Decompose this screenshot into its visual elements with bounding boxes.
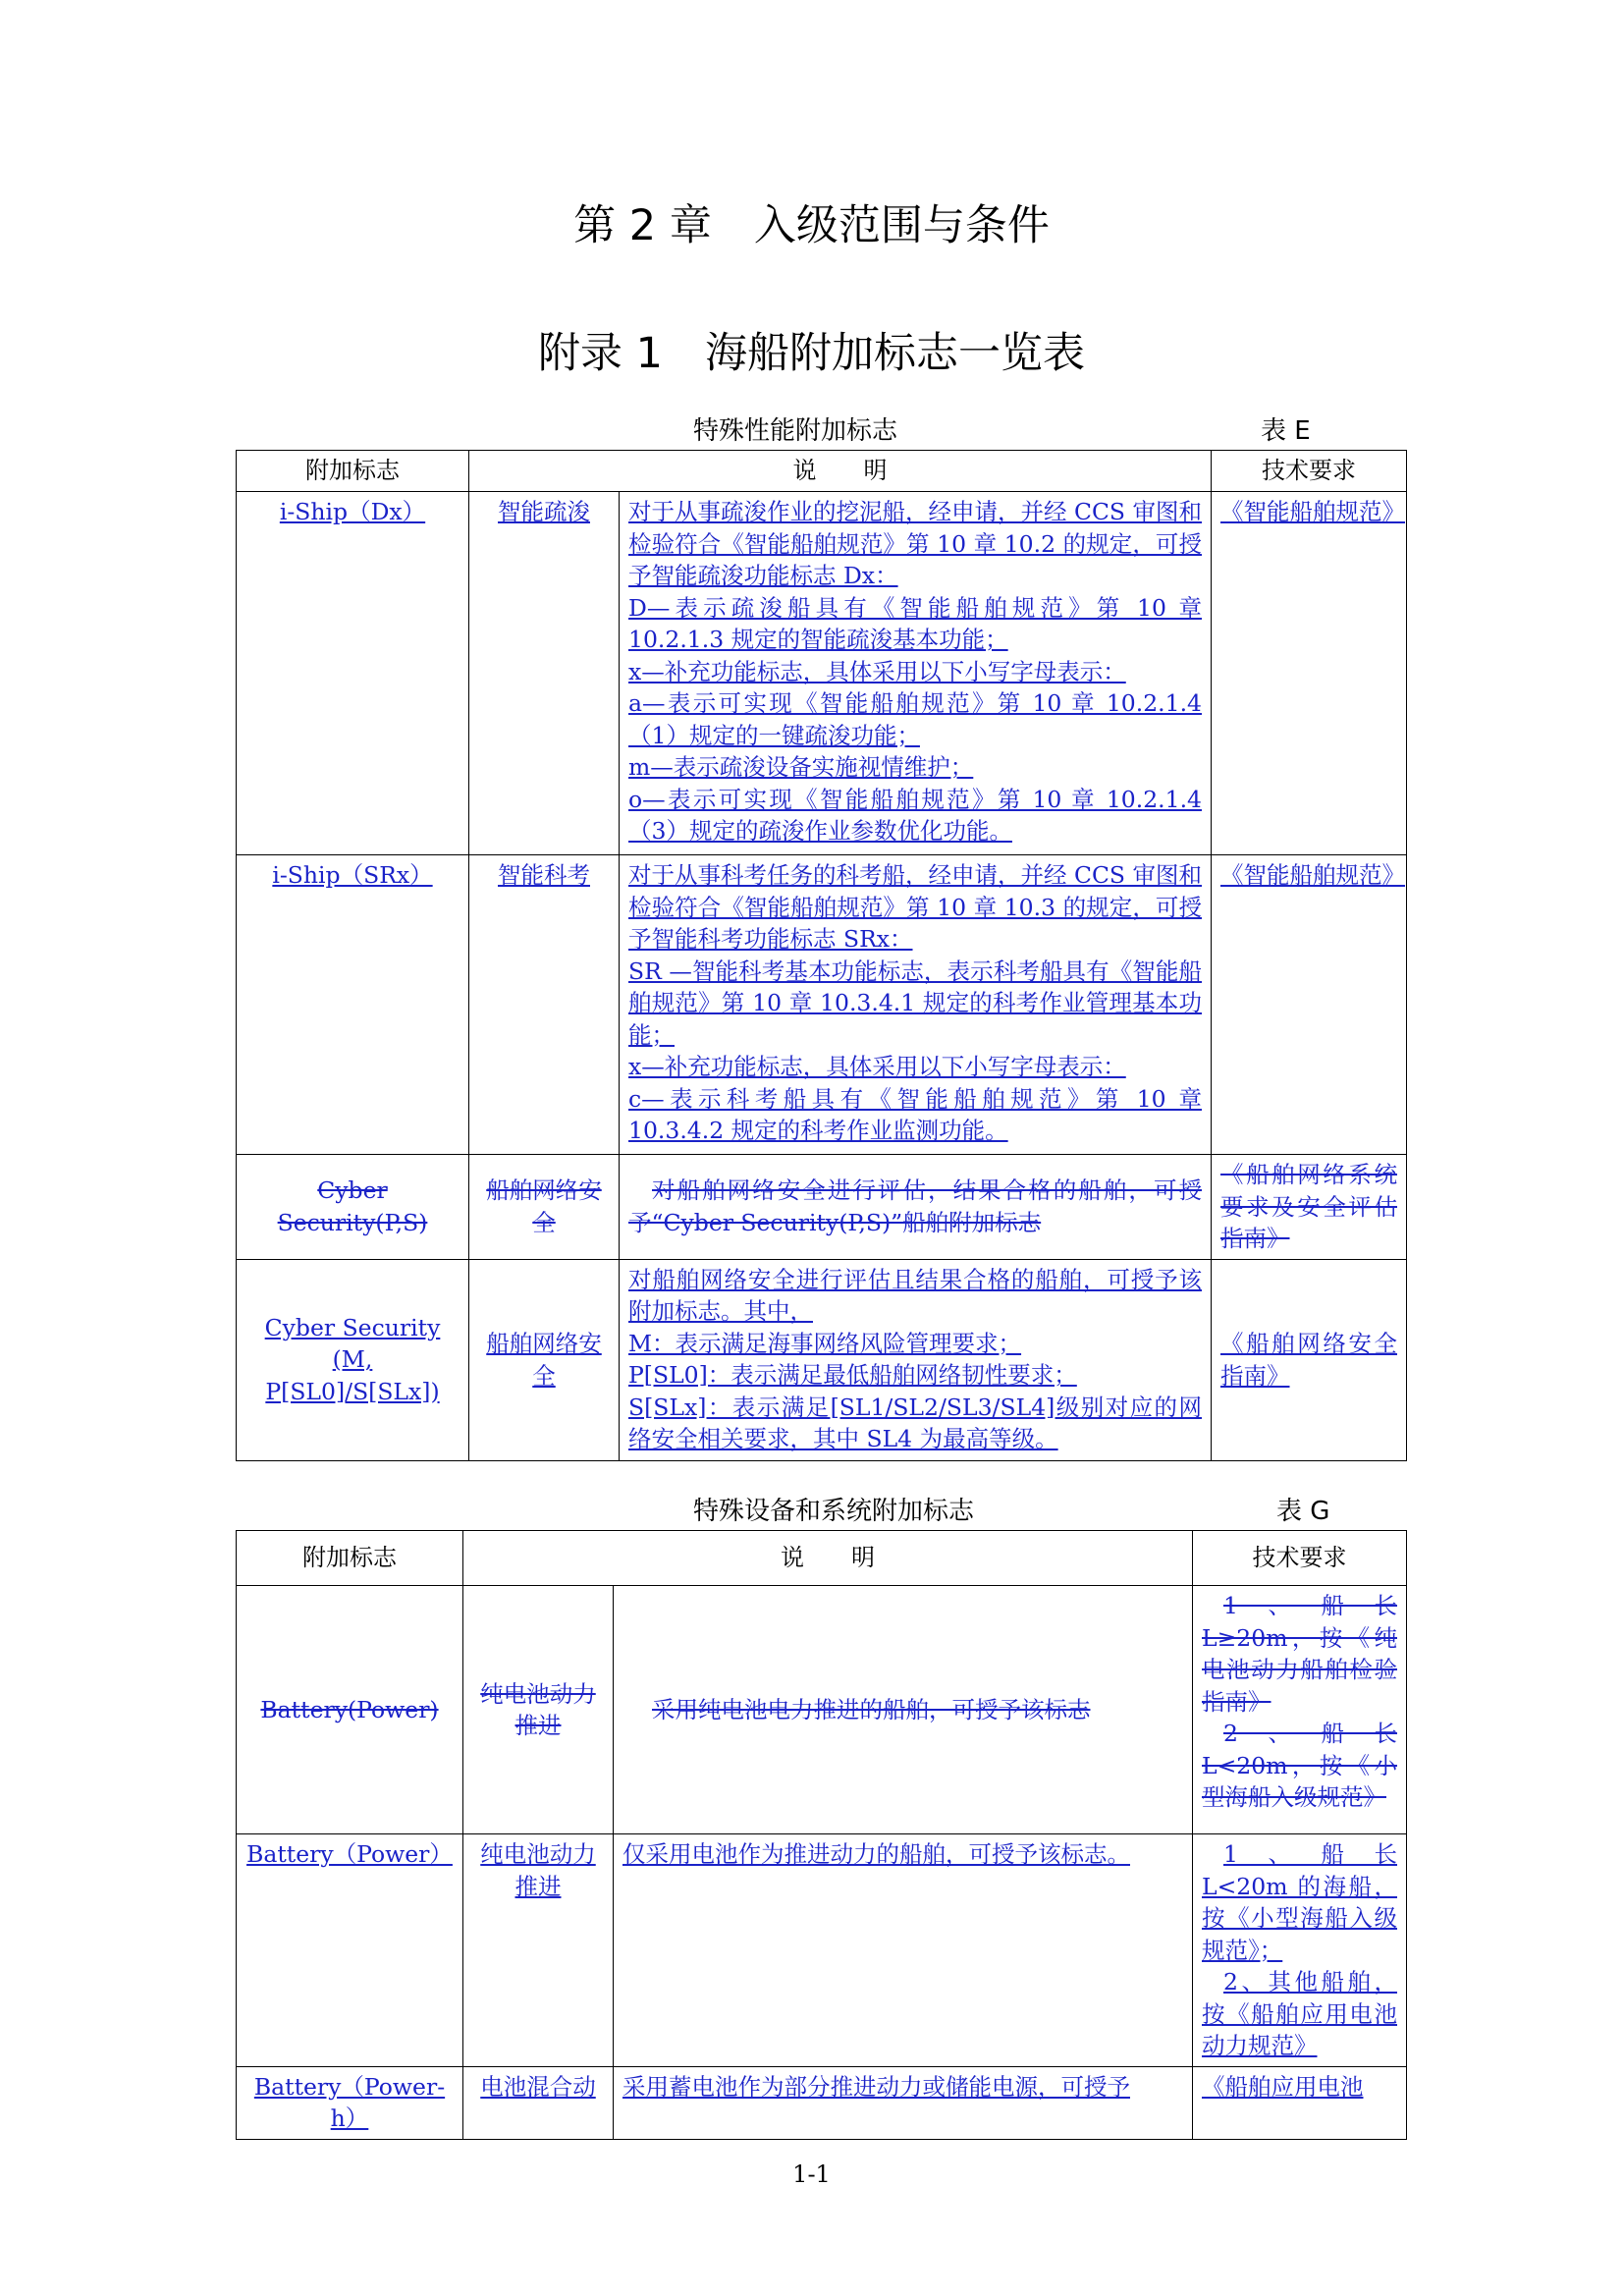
appendix-title: 附录 1 海船附加标志一览表 [537, 329, 1086, 378]
desc-line: 对于从事疏浚作业的挖泥船，经申请，并经 CCS 审图和检验符合《智能船舶规范》第 10 章 10.2 的规定，可授予智能疏浚功能标志 Dx： [628, 498, 1202, 589]
table-row [237, 2066, 1407, 2139]
desc-line: D—表示疏浚船具有《智能船舶规范》第 10 章 10.2.1.3 规定的智能疏浚基本功能； [628, 593, 1202, 653]
desc-line: o—表示可实现《智能船舶规范》第 10 章 10.2.1.4（3）规定的疏浚作业参数优化功能。 [628, 785, 1202, 845]
requirement-deleted-line: 2、船长 L<20m，按《小型海船入级规范》 [1202, 1720, 1397, 1811]
chapter-title: 第 2 章 入级范围与条件 [573, 201, 1050, 250]
notation-name: 电池混合动 [480, 2072, 596, 2101]
table-row [237, 1155, 1407, 1260]
table-row [237, 1259, 1407, 1460]
table-e [236, 450, 1407, 1461]
desc-line: 对船舶网络安全进行评估且结果合格的船舶，可授予该附加标志。其中， [628, 1265, 1202, 1325]
desc-line: 对于从事科考任务的科考船，经申请，并经 CCS 审图和检验符合《智能船舶规范》第 10 章 10.3 的规定，可授予智能科考功能标志 SRx： [628, 861, 1202, 953]
requirement-line[interactable]: 2、其他船舶，按《船舶应用电池动力规范》 [1202, 1968, 1397, 2059]
table-g-header-row [237, 1531, 1407, 1586]
desc-line: c—表示科考船具有《智能船舶规范》第 10 章 10.3.4.2 规定的科考作业监测功能。 [628, 1084, 1202, 1144]
desc-line: 采用蓄电池作为部分推进动力或储能电源，可授予 [622, 2072, 1130, 2101]
desc-deleted: 采用纯电池电力推进的船舶，可授予该标志 [652, 1695, 1091, 1723]
notation-link[interactable]: i-Ship（Dx） [279, 498, 426, 525]
header-notation: 附加标志 [237, 1531, 463, 1586]
table-g-label: 表 G [1276, 1497, 1330, 1526]
table-e-label: 表 E [1261, 416, 1311, 446]
header-notation: 附加标志 [237, 451, 469, 492]
header-requirement: 技术要求 [1212, 451, 1407, 492]
notation-link[interactable]: Cyber Security (M, P[SL0]/S[SLx]) [264, 1313, 441, 1405]
table-g-caption: 特殊设备和系统附加标志 [693, 1497, 975, 1526]
desc-deleted: 对船舶网络安全进行评估，结果合格的船舶，可授予“Cyber Security(P,S)”船舶附加标志 [628, 1176, 1202, 1236]
table-e-caption: 特殊性能附加标志 [693, 416, 898, 446]
table-e-header-row [237, 451, 1407, 492]
desc-line: 仅采用电池作为推进动力的船舶，可授予该标志。 [622, 1840, 1130, 1868]
desc-line: M：表示满足海事网络风险管理要求； [628, 1329, 1022, 1357]
requirement-link[interactable]: 《船舶网络安全指南》 [1220, 1330, 1397, 1390]
page-number: 1-1 [792, 2160, 831, 2188]
header-requirement: 技术要求 [1193, 1531, 1407, 1586]
table-row [237, 855, 1407, 1155]
requirement-line[interactable]: 1、船长 L<20m 的海船，按《小型海船入级规范》； [1202, 1840, 1397, 1964]
header-description: 说 明 [469, 451, 1212, 492]
desc-line: S[SLx]：表示满足[SL1/SL2/SL3/SL4]级别对应的网络安全相关要求，其中 SL4 为最高等级。 [628, 1393, 1202, 1452]
desc-line: P[SL0]：表示满足最低船舶网络韧性要求； [628, 1361, 1077, 1389]
notation-name: 智能疏浚 [498, 498, 590, 525]
table-row [237, 492, 1407, 855]
requirement-link[interactable]: 《船舶应用电池 [1202, 2072, 1364, 2101]
table-row [237, 1834, 1407, 2067]
desc-line: SR —智能科考基本功能标志，表示科考船具有《智能船舶规范》第 10 章 10.3.4.1 规定的科考作业管理基本功能； [628, 957, 1202, 1049]
table-row [237, 1586, 1407, 1834]
notation-name: 船舶网络安全 [486, 1176, 602, 1236]
notation-link[interactable]: Battery（Power-h） [253, 2072, 446, 2132]
requirement-deleted-line: 1、船长 L≥20m，按《纯电池动力船舶检验指南》 [1202, 1592, 1397, 1716]
notation-link[interactable]: i-Ship（SRx） [272, 861, 433, 889]
table-g [236, 1530, 1407, 2140]
notation-deleted: Cyber Security(P,S) [277, 1176, 428, 1236]
desc-line: m—表示疏浚设备实施视情维护； [628, 753, 974, 781]
requirement-link[interactable]: 《智能船舶规范》 [1220, 861, 1405, 889]
notation-name: 纯电池动力推进 [480, 1840, 596, 1900]
requirement-deleted: 《船舶网络系统要求及安全评估指南》 [1220, 1161, 1397, 1252]
header-description: 说 明 [463, 1531, 1193, 1586]
desc-line: x—补充功能标志，具体采用以下小写字母表示： [628, 657, 1126, 685]
notation-name: 船舶网络安全 [486, 1330, 602, 1390]
notation-name: 纯电池动力推进 [480, 1679, 596, 1739]
desc-line: a—表示可实现《智能船舶规范》第 10 章 10.2.1.4（1）规定的一键疏浚功能； [628, 689, 1202, 749]
notation-name: 智能科考 [498, 861, 590, 889]
desc-line: x—补充功能标志，具体采用以下小写字母表示： [628, 1053, 1126, 1080]
notation-link[interactable]: Battery（Power） [246, 1840, 453, 1868]
notation-deleted: Battery(Power) [260, 1695, 439, 1723]
requirement-link[interactable]: 《智能船舶规范》 [1220, 498, 1405, 525]
